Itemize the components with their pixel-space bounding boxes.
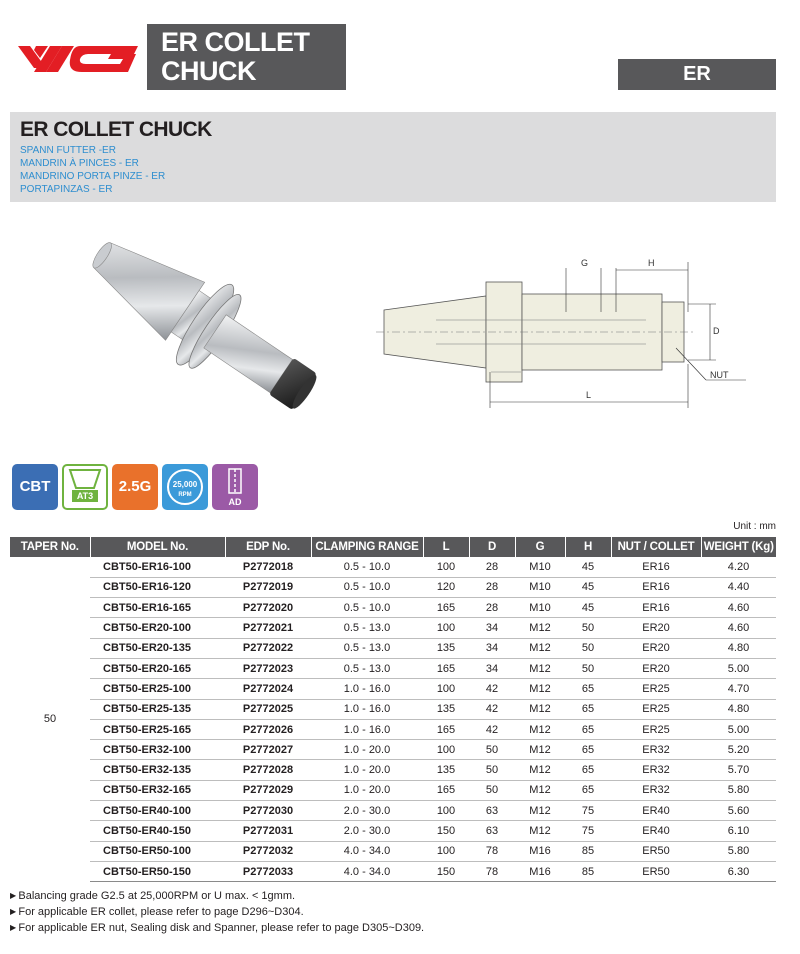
cell-nut: ER25 (611, 679, 701, 699)
cell-d: 34 (469, 618, 515, 638)
cell-model: CBT50-ER25-165 (90, 719, 225, 739)
yg-logo (10, 24, 145, 90)
cell-g: M12 (515, 780, 565, 800)
cell-d: 50 (469, 780, 515, 800)
cell-range: 1.0 - 20.0 (311, 760, 423, 780)
cell-edp: P2772022 (225, 638, 311, 658)
cell-edp: P2772023 (225, 658, 311, 678)
col-range: CLAMPING RANGE (311, 537, 423, 557)
note-collet: ▶ For applicable ER collet, please refer to page D296~D304. (10, 904, 424, 920)
table-row (10, 618, 776, 638)
cell-model: CBT50-ER50-150 (90, 861, 225, 881)
cell-l: 165 (423, 658, 469, 678)
cell-nut: ER40 (611, 821, 701, 841)
cell-l: 100 (423, 679, 469, 699)
cell-weight: 5.70 (701, 760, 776, 780)
taper-cell: 50 (43, 713, 57, 726)
cell-d: 28 (469, 557, 515, 577)
cell-weight: 6.10 (701, 821, 776, 841)
cell-range: 0.5 - 10.0 (311, 577, 423, 597)
cell-g: M16 (515, 861, 565, 881)
cell-h: 45 (565, 577, 611, 597)
table-header-row (10, 537, 776, 557)
cell-edp: P2772029 (225, 780, 311, 800)
col-taper: TAPER No. (10, 537, 90, 557)
col-g: G (515, 537, 565, 557)
cell-l: 100 (423, 801, 469, 821)
cell-h: 45 (565, 557, 611, 577)
cell-h: 50 (565, 638, 611, 658)
cell-model: CBT50-ER16-165 (90, 598, 225, 618)
title-line2: CHUCK (161, 56, 256, 86)
cell-nut: ER50 (611, 861, 701, 881)
subtitle-de: SPANN FUTTER -ER (20, 145, 116, 156)
cell-range: 0.5 - 13.0 (311, 618, 423, 638)
cell-nut: ER32 (611, 780, 701, 800)
cell-g: M12 (515, 618, 565, 638)
at3-icon (62, 464, 108, 510)
cell-g: M10 (515, 557, 565, 577)
cell-nut: ER32 (611, 760, 701, 780)
cell-d: 78 (469, 861, 515, 881)
cell-l: 135 (423, 699, 469, 719)
cell-model: CBT50-ER32-165 (90, 780, 225, 800)
cell-model: CBT50-ER50-100 (90, 841, 225, 861)
cell-d: 34 (469, 638, 515, 658)
cell-range: 2.0 - 30.0 (311, 801, 423, 821)
cell-weight: 4.20 (701, 557, 776, 577)
cell-weight: 5.20 (701, 740, 776, 760)
cell-model: CBT50-ER20-100 (90, 618, 225, 638)
cell-nut: ER20 (611, 658, 701, 678)
table-row (10, 638, 776, 658)
cell-h: 45 (565, 598, 611, 618)
cell-d: 28 (469, 598, 515, 618)
cell-range: 0.5 - 13.0 (311, 638, 423, 658)
table-row (10, 557, 776, 577)
col-l: L (423, 537, 469, 557)
cell-nut: ER20 (611, 638, 701, 658)
cell-g: M12 (515, 821, 565, 841)
technical-drawing (376, 252, 776, 412)
cell-d: 42 (469, 719, 515, 739)
cell-d: 50 (469, 740, 515, 760)
cell-h: 75 (565, 801, 611, 821)
table-row (10, 719, 776, 739)
cell-model: CBT50-ER40-100 (90, 801, 225, 821)
col-weight: WEIGHT (Kg) (701, 537, 776, 557)
cell-edp: P2772021 (225, 618, 311, 638)
ad-icon (212, 464, 258, 510)
dim-g-label: G (581, 258, 589, 268)
col-nut: NUT / COLLET (611, 537, 701, 557)
table-row (10, 598, 776, 618)
rpm-icon (162, 464, 208, 510)
cell-range: 1.0 - 16.0 (311, 679, 423, 699)
category-badge: ER (618, 59, 776, 90)
cell-g: M12 (515, 760, 565, 780)
cell-h: 65 (565, 760, 611, 780)
cell-edp: P2772020 (225, 598, 311, 618)
cell-model: CBT50-ER32-100 (90, 740, 225, 760)
cell-range: 0.5 - 10.0 (311, 557, 423, 577)
cell-h: 85 (565, 861, 611, 881)
col-edp: EDP No. (225, 537, 311, 557)
cell-l: 100 (423, 557, 469, 577)
cell-edp: P2772026 (225, 719, 311, 739)
cell-h: 65 (565, 679, 611, 699)
cell-edp: P2772024 (225, 679, 311, 699)
cell-edp: P2772030 (225, 801, 311, 821)
table-row (10, 760, 776, 780)
subtitle-es: PORTAPINZAS - ER (20, 184, 113, 195)
cell-l: 100 (423, 618, 469, 638)
cell-g: M12 (515, 801, 565, 821)
cell-weight: 5.00 (701, 658, 776, 678)
cell-l: 150 (423, 821, 469, 841)
cell-weight: 4.60 (701, 598, 776, 618)
cell-range: 0.5 - 13.0 (311, 658, 423, 678)
cell-weight: 4.60 (701, 618, 776, 638)
cell-weight: 5.00 (701, 719, 776, 739)
cell-range: 0.5 - 10.0 (311, 598, 423, 618)
cell-edp: P2772025 (225, 699, 311, 719)
cell-l: 165 (423, 719, 469, 739)
section-title: ER COLLET CHUCK (20, 118, 212, 141)
cbt-icon: CBT (12, 464, 58, 510)
dim-d-label: D (713, 326, 720, 336)
cell-edp: P2772032 (225, 841, 311, 861)
cell-h: 85 (565, 841, 611, 861)
cell-l: 135 (423, 638, 469, 658)
rpm-value: 25,000 (172, 480, 198, 489)
col-model: MODEL No. (90, 537, 225, 557)
cell-nut: ER20 (611, 618, 701, 638)
cell-d: 28 (469, 577, 515, 597)
cell-g: M12 (515, 658, 565, 678)
cell-model: CBT50-ER40-150 (90, 821, 225, 841)
col-h: H (565, 537, 611, 557)
note-nut: ▶ For applicable ER nut, Sealing disk and Spanner, please refer to page D305~D309. (10, 920, 424, 936)
cell-model: CBT50-ER25-100 (90, 679, 225, 699)
cell-nut: ER25 (611, 719, 701, 739)
cell-g: M10 (515, 598, 565, 618)
cell-g: M12 (515, 740, 565, 760)
table-row (10, 740, 776, 760)
title-box (147, 24, 346, 90)
cell-range: 1.0 - 16.0 (311, 699, 423, 719)
cell-l: 165 (423, 598, 469, 618)
cell-model: CBT50-ER20-135 (90, 638, 225, 658)
cell-g: M10 (515, 577, 565, 597)
cell-nut: ER16 (611, 598, 701, 618)
cell-g: M12 (515, 679, 565, 699)
cell-edp: P2772019 (225, 577, 311, 597)
cell-h: 50 (565, 618, 611, 638)
table-row (10, 841, 776, 861)
cell-d: 78 (469, 841, 515, 861)
note-balancing: ▶ Balancing grade G2.5 at 25,000RPM or U max. < 1gmm. (10, 888, 424, 904)
cell-range: 1.0 - 20.0 (311, 740, 423, 760)
cell-h: 65 (565, 719, 611, 739)
cell-nut: ER50 (611, 841, 701, 861)
cell-h: 75 (565, 821, 611, 841)
cell-range: 4.0 - 34.0 (311, 841, 423, 861)
cell-d: 63 (469, 821, 515, 841)
subtitle-it: MANDRINO PORTA PINZE - ER (20, 171, 166, 182)
cell-l: 150 (423, 861, 469, 881)
table-row (10, 658, 776, 678)
title-line1: ER COLLET (161, 27, 310, 57)
cell-nut: ER16 (611, 557, 701, 577)
cell-g: M12 (515, 699, 565, 719)
cell-g: M12 (515, 719, 565, 739)
notes (10, 888, 424, 936)
table-row (10, 679, 776, 699)
rpm-unit: RPM (178, 492, 192, 498)
cell-nut: ER40 (611, 801, 701, 821)
cell-model: CBT50-ER16-100 (90, 557, 225, 577)
unit-label: Unit : mm (733, 521, 776, 532)
spec-table (10, 537, 776, 882)
table-row (10, 780, 776, 800)
cell-weight: 6.30 (701, 861, 776, 881)
cell-h: 65 (565, 699, 611, 719)
cell-d: 42 (469, 699, 515, 719)
cell-h: 50 (565, 658, 611, 678)
table-row (10, 821, 776, 841)
cell-l: 135 (423, 760, 469, 780)
cell-d: 42 (469, 679, 515, 699)
cell-weight: 5.80 (701, 841, 776, 861)
cell-edp: P2772027 (225, 740, 311, 760)
cell-model: CBT50-ER20-165 (90, 658, 225, 678)
cell-range: 2.0 - 30.0 (311, 821, 423, 841)
table-row (10, 861, 776, 881)
collet-chuck-photo (70, 218, 350, 438)
dim-h-label: H (648, 258, 655, 268)
cell-l: 100 (423, 841, 469, 861)
cell-model: CBT50-ER32-135 (90, 760, 225, 780)
cell-weight: 5.60 (701, 801, 776, 821)
cell-edp: P2772033 (225, 861, 311, 881)
cell-weight: 4.80 (701, 699, 776, 719)
cell-model: CBT50-ER16-120 (90, 577, 225, 597)
cell-d: 34 (469, 658, 515, 678)
cell-g: M12 (515, 638, 565, 658)
cell-weight: 5.80 (701, 780, 776, 800)
cell-range: 4.0 - 34.0 (311, 861, 423, 881)
table-row (10, 699, 776, 719)
cell-l: 100 (423, 740, 469, 760)
cell-h: 65 (565, 780, 611, 800)
cell-edp: P2772018 (225, 557, 311, 577)
table-body (10, 557, 776, 882)
cell-weight: 4.70 (701, 679, 776, 699)
cell-d: 63 (469, 801, 515, 821)
cell-range: 1.0 - 20.0 (311, 780, 423, 800)
ad-label: AD (228, 497, 242, 507)
cell-nut: ER25 (611, 699, 701, 719)
col-d: D (469, 537, 515, 557)
cell-model: CBT50-ER25-135 (90, 699, 225, 719)
balance-grade-icon: 2.5G (112, 464, 158, 510)
cell-h: 65 (565, 740, 611, 760)
section-heading (10, 112, 776, 202)
dim-l-label: L (586, 390, 592, 400)
at3-label: AT3 (76, 491, 94, 501)
cell-d: 50 (469, 760, 515, 780)
cell-weight: 4.80 (701, 638, 776, 658)
nut-label: NUT (710, 370, 729, 380)
cell-nut: ER32 (611, 740, 701, 760)
cell-edp: P2772031 (225, 821, 311, 841)
table-row (10, 801, 776, 821)
cell-weight: 4.40 (701, 577, 776, 597)
cell-l: 120 (423, 577, 469, 597)
cell-g: M16 (515, 841, 565, 861)
table-row (10, 577, 776, 597)
cell-edp: P2772028 (225, 760, 311, 780)
subtitle-fr: MANDRIN À PINCES - ER (20, 158, 139, 169)
cell-range: 1.0 - 16.0 (311, 719, 423, 739)
cell-nut: ER16 (611, 577, 701, 597)
cell-l: 165 (423, 780, 469, 800)
